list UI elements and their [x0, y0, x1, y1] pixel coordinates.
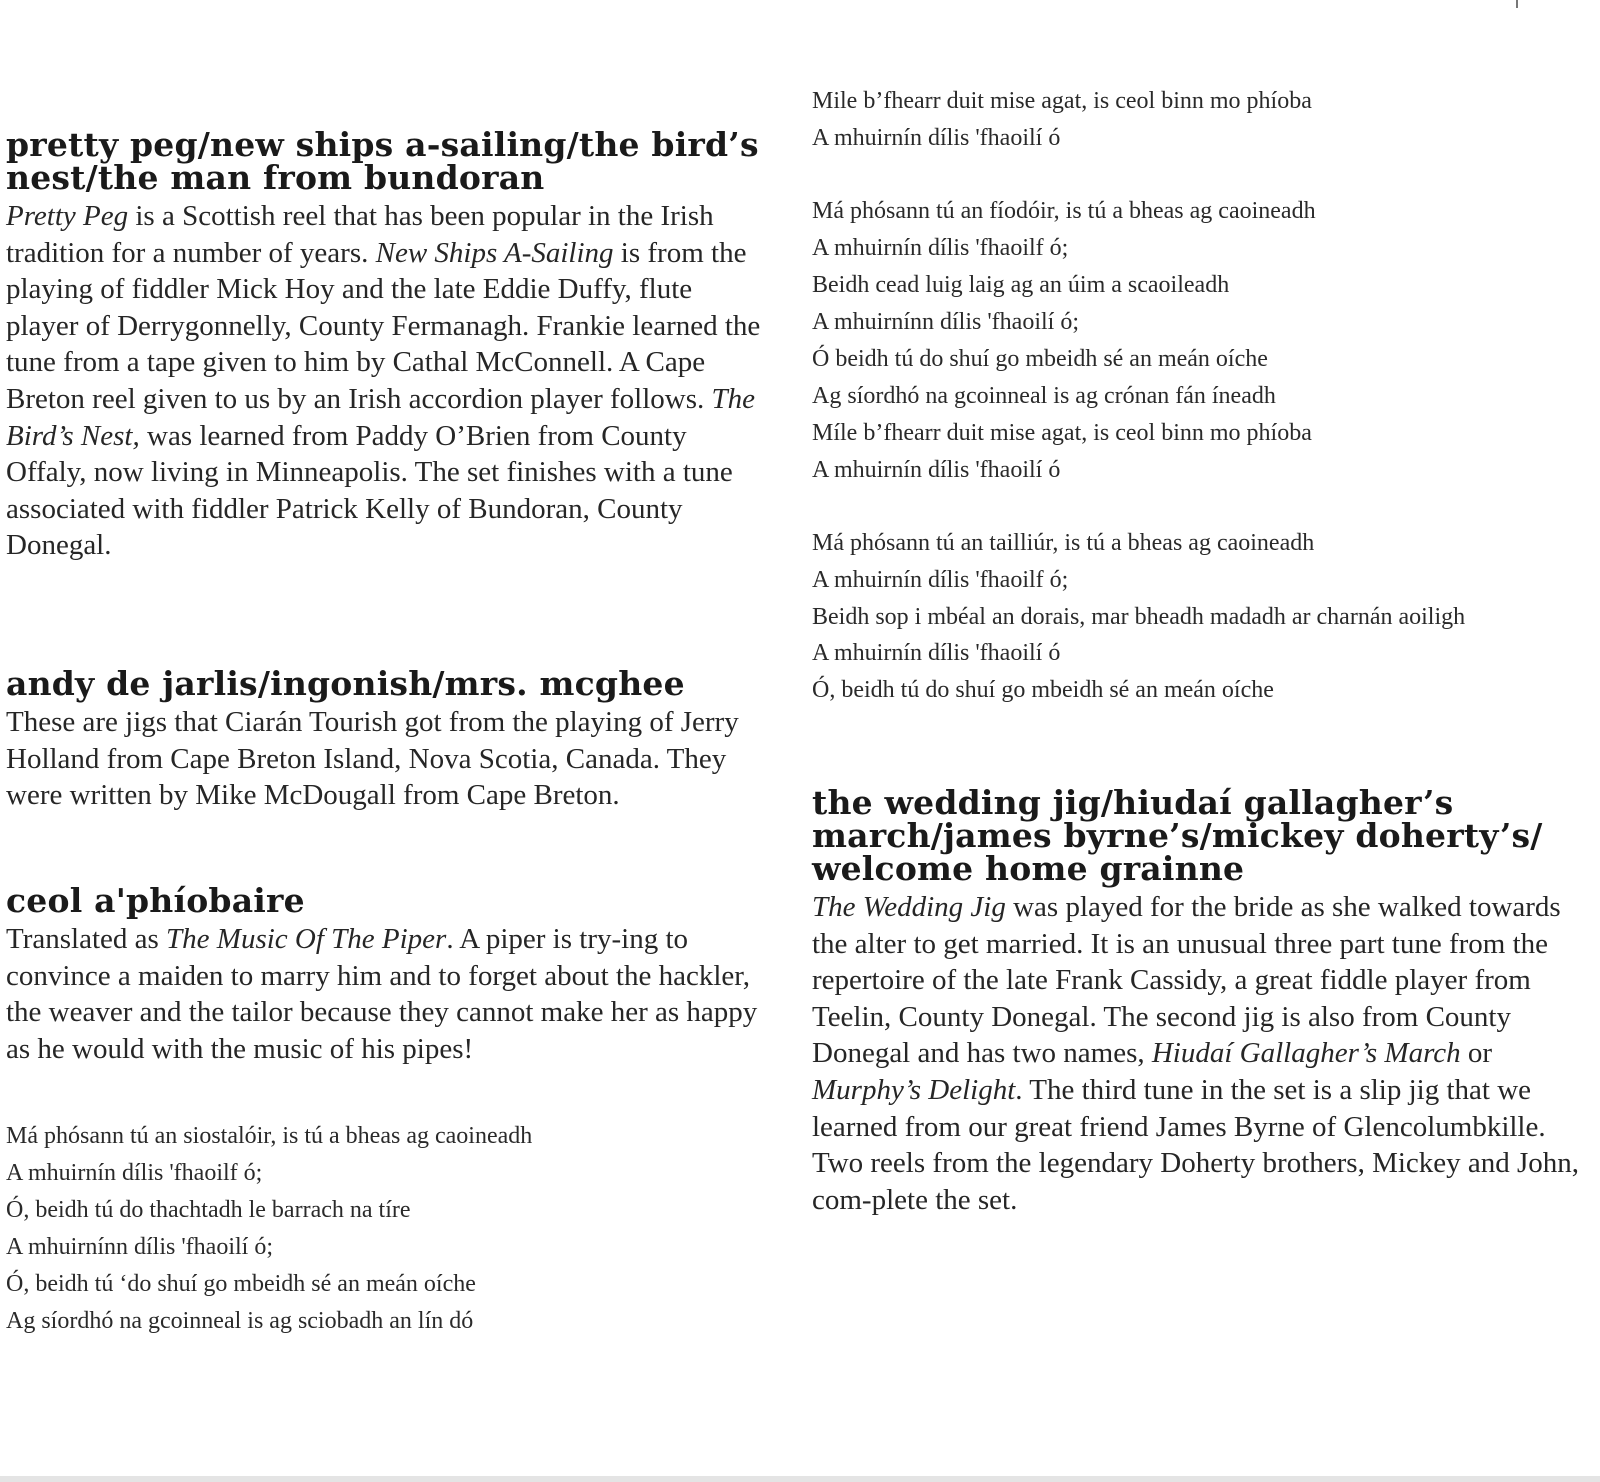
verse-line: Ag síordhó na gcoinneal is ag sciobadh an lín dó [6, 1308, 474, 1334]
section-pretty-peg [6, 125, 766, 564]
scan-mark [1516, 0, 1518, 8]
verse-tailliur [812, 525, 1592, 709]
verse-line: Ó beidh tú do shuí go mbeidh sé an meán oíche [812, 346, 1268, 372]
verse-line: Ó, beidh tú ‘do shuí go mbeidh sé an meán oíche [6, 1271, 476, 1297]
verse-line: Míle b’fhearr duit mise agat, is ceol binn mo phíoba [812, 420, 1312, 446]
verse-line: Beidh sop i mbéal an dorais, mar bheadh madadh ar charnán aoiligh [812, 604, 1466, 630]
section-ceol-a-phiobaire [6, 881, 766, 1067]
verse-line: Má phósann tú an siostalóir, is tú a bheas ag caoineadh [6, 1123, 533, 1149]
verse-line: Ó, beidh tú do thachtadh le barrach na tíre [6, 1197, 411, 1223]
verse-line: A mhuirnín dílis 'fhaoilí ó [812, 457, 1061, 483]
section-heading: the wedding jig/hiudaí gallagher’s march/james byrne’s/mickey doherty’s/ welcome home grainne [812, 783, 1543, 888]
section-heading: andy de jarlis/ingonish/mrs. mcghee [6, 664, 685, 703]
section-text: Translated as The Music Of The Piper. A piper is try-ing to convince a maiden to marry him and to forget about the hackler, the weaver and the tailor because they cannot make her as happy as he would with the music of his pipes! [6, 923, 758, 1065]
verse-line: A mhuirnín dílis 'fhaoilí ó [812, 640, 1061, 666]
verse-line: A mhuirnínn dílis 'fhaoilí ó; [6, 1234, 273, 1260]
section-heading: ceol a'phíobaire [6, 881, 305, 920]
page-bottom-edge [0, 1476, 1600, 1482]
verse-siostaloir [6, 1118, 766, 1340]
song-title: The Music Of The Piper [166, 923, 447, 955]
tune-title: Hiudaí Gallagher’s March [1151, 1037, 1461, 1070]
section-text: The Wedding Jig was played for the bride as she walked towards the alter to get married. It is an unusual three part tune from the repertoire of the late Frank Cassidy, a great fiddle player from Teelin, County Donegal. The second jig is also from County Donegal and has two names, Hiudaí Gallagher’s March or Murphy’s Delight. The third tune in the set is a slip jig that we learned from our great friend James Byrne of Glencolumbkille. Two reels from the legendary Doherty brothers, Mickey and John, com-plete the set. [812, 891, 1580, 1216]
tune-title: Pretty Peg [6, 200, 129, 232]
verse-line: A mhuirnín dílis 'fhaoilf ó; [812, 567, 1069, 593]
verse-line: A mhuirnín dílis 'fhaoilí ó [812, 125, 1061, 151]
verse-line: Mile b’fhearr duit mise agat, is ceol binn mo phíoba [812, 88, 1312, 114]
tune-title: The Bird’s Nest, [6, 382, 755, 452]
verse-top [812, 83, 1592, 157]
verse-line: Má phósann tú an tailliúr, is tú a bheas ag caoineadh [812, 530, 1315, 556]
tune-title: Murphy’s Delight [812, 1073, 1016, 1106]
section-text: Pretty Peg is a Scottish reel that has been popular in the Irish tradition for a number of years. New Ships A-Sailing is from the playing of fiddler Mick Hoy and the late Eddie Duffy, flute player of Derrygonnelly, County Fermanagh. Frankie learned the tune from a tape given to him by Cathal McConnell. A Cape Breton reel given to us by an Irish accordion player follows. The Bird’s Nest, was learned from Paddy O’Brien from County Offaly, now living in Minneapolis. The set finishes with a tune associated with fiddler Patrick Kelly of Bundoran, County Donegal. [6, 200, 761, 562]
section-andy-de-jarlis [6, 664, 766, 814]
tune-title: New Ships A-Sailing [375, 236, 614, 269]
tune-title: The Wedding Jig [812, 891, 1006, 923]
verse-line: Ó, beidh tú do shuí go mbeidh sé an meán oíche [812, 677, 1274, 703]
verse-line: Ag síordhó na gcoinneal is ag crónan fán íneadh [812, 383, 1276, 409]
verse-line: Má phósann tú an fíodóir, is tú a bheas ag caoineadh [812, 198, 1316, 224]
section-wedding-jig [812, 783, 1592, 1218]
section-text: These are jigs that Ciarán Tourish got from the playing of Jerry Holland from Cape Breton Island, Nova Scotia, Canada. They were written by Mike McDougall from Cape Breton. [6, 706, 739, 812]
verse-fiodoir [812, 193, 1592, 489]
section-heading: pretty peg/new ships a-sailing/the bird’s nest/the man from bundoran [6, 125, 759, 197]
verse-line: A mhuirnín dílis 'fhaoilf ó; [812, 235, 1069, 261]
verse-line: A mhuirnínn dílis 'fhaoilí ó; [812, 309, 1079, 335]
verse-line: A mhuirnín dílis 'fhaoilf ó; [6, 1160, 263, 1186]
verse-line: Beidh cead luig laig ag an úim a scaoileadh [812, 272, 1230, 298]
